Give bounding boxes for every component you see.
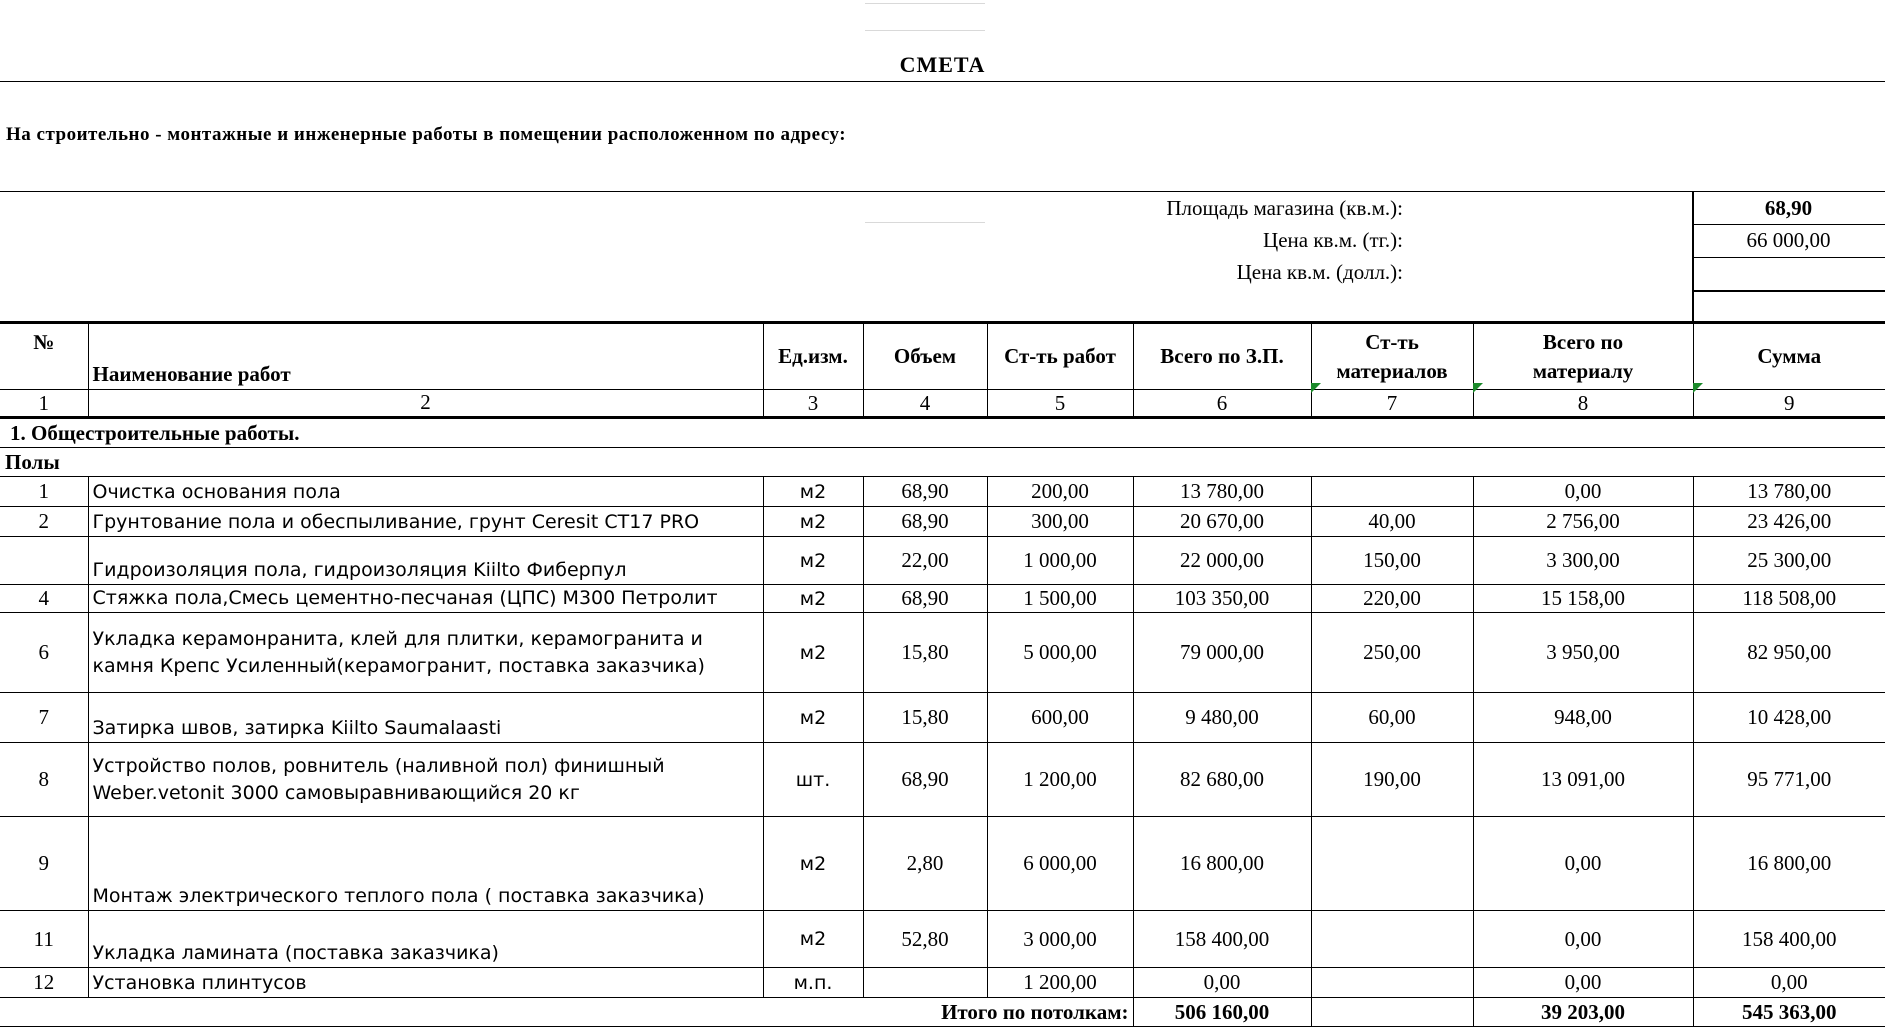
total-work: 506 160,00 xyxy=(1133,998,1311,1027)
work-name-line: камня Крепс Усиленный(керамогранит, поставка заказчика) xyxy=(92,654,705,677)
work-total-cell[interactable]: 158 400,00 xyxy=(1133,911,1311,968)
column-number: 3 xyxy=(763,390,863,418)
subsection-title: Полы xyxy=(0,448,1885,477)
total-material-empty xyxy=(1311,998,1473,1027)
table-row xyxy=(0,585,1885,613)
price-tg-value: 66 000,00 xyxy=(1746,228,1831,252)
unit-cell[interactable]: м2 xyxy=(763,477,863,507)
sum-cell[interactable]: 16 800,00 xyxy=(1693,817,1885,911)
work-price-cell[interactable]: 6 000,00 xyxy=(987,817,1133,911)
section-title: 1. Общестроительные работы. xyxy=(0,418,1885,448)
work-total-cell[interactable]: 0,00 xyxy=(1133,968,1311,998)
work-name-cell[interactable] xyxy=(88,743,763,817)
column-number-row xyxy=(0,390,1885,418)
work-name-line: Установка плинтусов xyxy=(92,972,307,994)
price-usd-label: Цена кв.м. (долл.): xyxy=(1236,260,1403,284)
row-number-cell[interactable]: 6 xyxy=(0,613,88,693)
header-material-price-line2: материалов xyxy=(1336,358,1448,383)
material-price-cell[interactable]: 150,00 xyxy=(1311,537,1473,585)
unit-cell[interactable]: м.п. xyxy=(763,968,863,998)
work-name-line: Затирка швов, затирка Kiilto Saumalaasti xyxy=(92,717,502,739)
work-name-line: Укладка керамонранита, клей для плитки, керамогранита и xyxy=(92,627,703,650)
work-name-line: Очистка основания пола xyxy=(92,481,341,503)
row-number-cell[interactable]: 9 xyxy=(0,817,88,911)
subsection-row xyxy=(0,448,1885,477)
header-sum: Сумма xyxy=(1693,323,1885,390)
cell-comment-marker xyxy=(1473,383,1483,393)
quantity-cell[interactable] xyxy=(863,968,987,998)
sum-cell[interactable]: 95 771,00 xyxy=(1693,743,1885,817)
column-number: 4 xyxy=(863,390,987,418)
row-number-cell[interactable]: 7 xyxy=(0,693,88,743)
area-label: Площадь магазина (кв.м.): xyxy=(1166,196,1403,220)
quantity-cell[interactable]: 68,90 xyxy=(863,477,987,507)
sum-cell[interactable]: 25 300,00 xyxy=(1693,537,1885,585)
price-tg-label: Цена кв.м. (тг.): xyxy=(1263,228,1403,252)
row-number-cell[interactable]: 11 xyxy=(0,911,88,968)
divider xyxy=(0,191,1885,192)
work-price-cell[interactable]: 600,00 xyxy=(987,693,1133,743)
material-price-cell[interactable] xyxy=(1311,968,1473,998)
row-number-cell[interactable]: 8 xyxy=(0,743,88,817)
work-price-cell[interactable]: 3 000,00 xyxy=(987,911,1133,968)
header-material-price-line1: Ст-ть xyxy=(1365,329,1419,354)
sum-cell[interactable]: 13 780,00 xyxy=(1693,477,1885,507)
material-price-cell[interactable]: 250,00 xyxy=(1311,613,1473,693)
faint-gridline xyxy=(865,30,985,31)
quantity-cell[interactable]: 68,90 xyxy=(863,743,987,817)
work-name-line: Weber.vetonit 3000 самовыравнивающийся 20 кг xyxy=(92,781,580,804)
header-unit: Ед.изм. xyxy=(763,323,863,390)
quantity-cell[interactable]: 2,80 xyxy=(863,817,987,911)
column-number: 5 xyxy=(987,390,1133,418)
material-total-cell[interactable]: 0,00 xyxy=(1473,817,1693,911)
quantity-cell[interactable]: 52,80 xyxy=(863,911,987,968)
column-number: 2 xyxy=(88,390,763,418)
header-name: Наименование работ xyxy=(88,323,763,390)
faint-gridline xyxy=(865,3,985,4)
header-material-total xyxy=(1473,323,1693,390)
material-total-cell[interactable]: 13 091,00 xyxy=(1473,743,1693,817)
column-number: 8 xyxy=(1473,390,1693,418)
work-price-cell[interactable]: 1 200,00 xyxy=(987,743,1133,817)
work-price-cell[interactable]: 1 000,00 xyxy=(987,537,1133,585)
sum-cell[interactable]: 82 950,00 xyxy=(1693,613,1885,693)
quantity-cell[interactable]: 15,80 xyxy=(863,613,987,693)
unit-cell[interactable]: м2 xyxy=(763,507,863,537)
sum-cell[interactable]: 10 428,00 xyxy=(1693,693,1885,743)
total-row xyxy=(0,998,1885,1027)
sum-cell[interactable]: 0,00 xyxy=(1693,968,1885,998)
total-sum: 545 363,00 xyxy=(1693,998,1885,1027)
cell-comment-marker xyxy=(1693,383,1703,393)
work-total-cell[interactable]: 16 800,00 xyxy=(1133,817,1311,911)
work-total-cell[interactable]: 103 350,00 xyxy=(1133,585,1311,613)
unit-cell[interactable]: м2 xyxy=(763,693,863,743)
unit-cell[interactable]: шт. xyxy=(763,743,863,817)
quantity-cell[interactable]: 22,00 xyxy=(863,537,987,585)
cell-comment-marker xyxy=(1311,383,1321,393)
material-price-cell[interactable] xyxy=(1311,817,1473,911)
column-number: 7 xyxy=(1311,390,1473,418)
work-total-cell[interactable]: 22 000,00 xyxy=(1133,537,1311,585)
work-price-cell[interactable]: 5 000,00 xyxy=(987,613,1133,693)
header-material-total-line1: Всего по xyxy=(1542,329,1624,354)
quantity-cell[interactable]: 15,80 xyxy=(863,693,987,743)
header-number: № xyxy=(0,323,88,390)
work-total-cell[interactable]: 13 780,00 xyxy=(1133,477,1311,507)
column-number: 6 xyxy=(1133,390,1311,418)
work-total-cell[interactable]: 20 670,00 xyxy=(1133,507,1311,537)
empty-info-cell xyxy=(1692,292,1885,321)
table-row xyxy=(0,613,1885,693)
table-row xyxy=(0,477,1885,507)
table-header-row xyxy=(0,323,1885,390)
material-total-cell[interactable]: 2 756,00 xyxy=(1473,507,1693,537)
material-total-cell[interactable]: 948,00 xyxy=(1473,693,1693,743)
row-number-cell[interactable]: 1 xyxy=(0,477,88,507)
sum-cell[interactable]: 158 400,00 xyxy=(1693,911,1885,968)
material-total-cell[interactable]: 0,00 xyxy=(1473,477,1693,507)
area-value: 68,90 xyxy=(1764,196,1813,220)
estimate-table xyxy=(0,321,1885,1027)
work-price-cell[interactable]: 1 500,00 xyxy=(987,585,1133,613)
work-price-cell[interactable]: 300,00 xyxy=(987,507,1133,537)
document-subtitle: На строительно - монтажные и инженерные работы в помещении расположенном по адресу: xyxy=(6,124,847,145)
work-name-line: Гидроизоляция пола, гидроизоляция Kiilto Фиберпул xyxy=(92,559,627,581)
section-row xyxy=(0,418,1885,448)
work-price-cell[interactable]: 1 200,00 xyxy=(987,968,1133,998)
work-name-cell[interactable] xyxy=(88,968,763,998)
material-price-cell[interactable]: 190,00 xyxy=(1311,743,1473,817)
material-price-cell[interactable]: 220,00 xyxy=(1311,585,1473,613)
work-name-cell[interactable] xyxy=(88,817,763,911)
header-work-price: Ст-ть работ xyxy=(987,323,1133,390)
header-work-total: Всего по З.П. xyxy=(1133,323,1311,390)
row-number-cell[interactable]: 4 xyxy=(0,585,88,613)
table-row xyxy=(0,968,1885,998)
total-label: Итого по потолкам: xyxy=(0,998,1133,1027)
header-material-total-line2: материалу xyxy=(1532,358,1634,383)
work-name-line: Монтаж электрического теплого пола ( поставка заказчика) xyxy=(92,885,705,907)
table-row xyxy=(0,743,1885,817)
table-row xyxy=(0,693,1885,743)
unit-cell[interactable]: м2 xyxy=(763,585,863,613)
header-qty: Объем xyxy=(863,323,987,390)
total-material: 39 203,00 xyxy=(1473,998,1693,1027)
work-name-line: Грунтование пола и обеспыливание, грунт Ceresit CT17 PRO xyxy=(92,511,700,533)
work-total-cell[interactable]: 79 000,00 xyxy=(1133,613,1311,693)
document-title: СМЕТА xyxy=(899,52,986,77)
table-row xyxy=(0,507,1885,537)
work-name-cell[interactable] xyxy=(88,911,763,968)
unit-cell[interactable]: м2 xyxy=(763,613,863,693)
sum-cell[interactable]: 23 426,00 xyxy=(1693,507,1885,537)
column-number: 9 xyxy=(1693,390,1885,418)
price-usd-value-cell[interactable] xyxy=(1692,258,1885,292)
material-total-cell[interactable]: 15 158,00 xyxy=(1473,585,1693,613)
header-material-price xyxy=(1311,323,1473,390)
material-total-cell[interactable]: 0,00 xyxy=(1473,968,1693,998)
table-row xyxy=(0,537,1885,585)
row-number-cell[interactable] xyxy=(0,537,88,585)
work-name-cell[interactable] xyxy=(88,537,763,585)
material-price-cell[interactable]: 60,00 xyxy=(1311,693,1473,743)
divider xyxy=(0,81,1885,82)
work-name-cell[interactable] xyxy=(88,477,763,507)
work-name-cell[interactable] xyxy=(88,507,763,537)
table-row xyxy=(0,817,1885,911)
work-name-line: Устройство полов, ровнитель (наливной пол) финишный xyxy=(92,754,665,777)
quantity-cell[interactable]: 68,90 xyxy=(863,585,987,613)
unit-cell[interactable]: м2 xyxy=(763,911,863,968)
column-number: 1 xyxy=(0,390,88,418)
row-number-cell[interactable]: 2 xyxy=(0,507,88,537)
work-name-cell[interactable] xyxy=(88,693,763,743)
material-total-cell[interactable]: 3 950,00 xyxy=(1473,613,1693,693)
material-price-cell[interactable] xyxy=(1311,911,1473,968)
table-row xyxy=(0,911,1885,968)
material-total-cell[interactable]: 0,00 xyxy=(1473,911,1693,968)
work-price-cell[interactable]: 200,00 xyxy=(987,477,1133,507)
work-name-line: Укладка ламината (поставка заказчика) xyxy=(92,942,499,964)
work-name-line: Стяжка пола,Смесь цементно-песчаная (ЦПС) М300 Петролит xyxy=(92,587,718,609)
table-body xyxy=(0,477,1885,998)
work-total-cell[interactable]: 82 680,00 xyxy=(1133,743,1311,817)
material-price-cell[interactable]: 40,00 xyxy=(1311,507,1473,537)
work-name-cell[interactable] xyxy=(88,585,763,613)
unit-cell[interactable]: м2 xyxy=(763,817,863,911)
material-total-cell[interactable]: 3 300,00 xyxy=(1473,537,1693,585)
work-total-cell[interactable]: 9 480,00 xyxy=(1133,693,1311,743)
sum-cell[interactable]: 118 508,00 xyxy=(1693,585,1885,613)
unit-cell[interactable]: м2 xyxy=(763,537,863,585)
material-price-cell[interactable] xyxy=(1311,477,1473,507)
faint-gridline xyxy=(865,222,985,223)
work-name-cell[interactable] xyxy=(88,613,763,693)
quantity-cell[interactable]: 68,90 xyxy=(863,507,987,537)
row-number-cell[interactable]: 12 xyxy=(0,968,88,998)
